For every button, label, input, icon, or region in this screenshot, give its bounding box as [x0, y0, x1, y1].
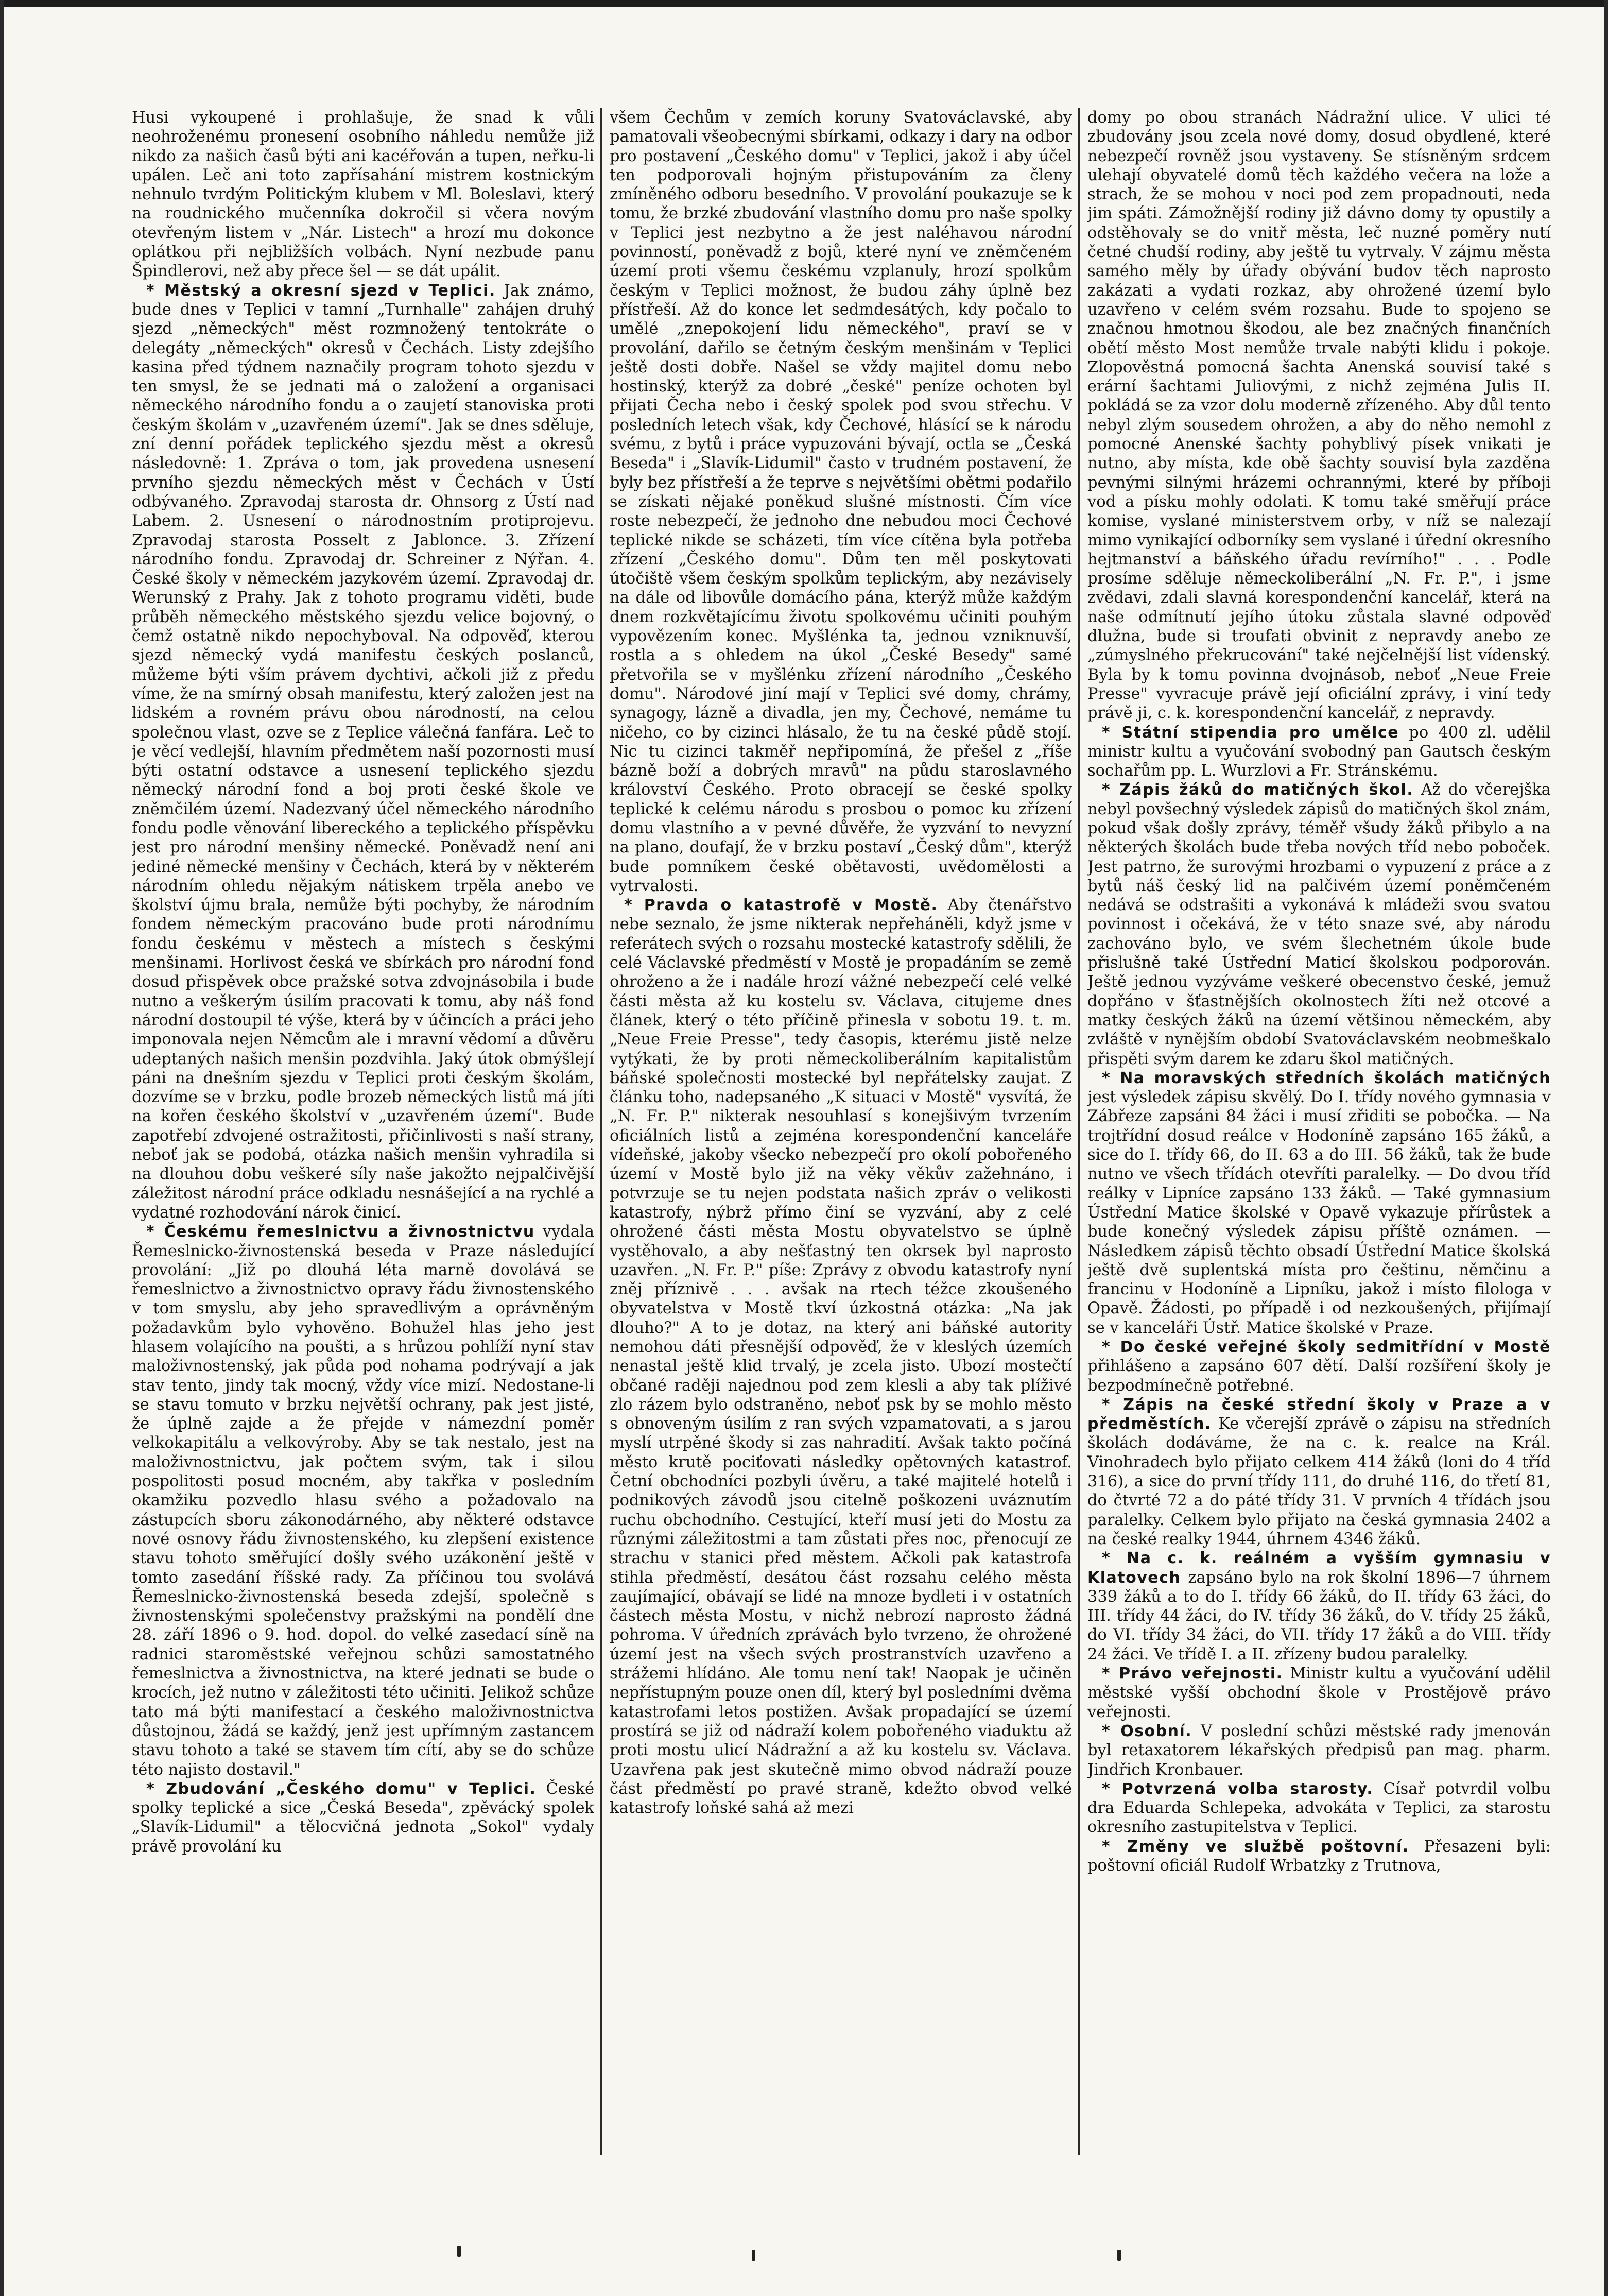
article-heading: * Městský a okresní sjezd v Teplici.	[146, 281, 496, 300]
article-heading: * Potvrzená volba starosty.	[1102, 1779, 1374, 1798]
article-paragraph	[1087, 1395, 1551, 1549]
scan-edge-left	[0, 0, 4, 2296]
article-heading: * Změny ve službě poštovní.	[1102, 1837, 1409, 1856]
article-paragraph	[1087, 1338, 1551, 1395]
text-column-1	[132, 108, 594, 2158]
article-paragraph	[1087, 1549, 1551, 1664]
article-text: Aby čtenářstvo nebe seznalo, že jsme nikterak nepřeháněli, když jsme v referátech svých o rozsahu mostecké katastrofy sdělili, že celé Václavské předměstí v Mostě je propadáním se země ohroženo a že i nadále hrozí vážné nebezpečí celé velké části města až ku kostelu sv. Václava, citujeme dnes článek, který o této příčině přinesla v sobotu 19. t. m. „Neue Freie Presse", tedy časopis, kterému jistě nelze vytýkati, že by proti německoliberálním kapitalistům báňské společnosti mostecké byl nepřátelsky zaujat. Z článku toho, nadepsaného „K situaci v Mostě" vysvítá, že „N. Fr. P." nikterak nesouhlasí s konejšivým tvrzením oficiálních listů a zejména korespondenční kanceláře vídeňské, jakoby všecko nebezpečí pro okolí pobořeného území v Mostě bylo již na věky věkův zažehnáno, i potvrzuje se tu nejen podstata našich zpráv o velikosti katastrofy, nýbrž přímo činí se vyzvání, aby z celé ohrožené části města Mostu obyvatelstvo se úplně vystěhovalo, a aby nešťastný ten okrsek byl naprosto uzavřen. „N. Fr. P." píše: Zprávy z obvodu katastrofy nyní zněj příznivě . . . avšak na rtech téžce zkoušeného obyvatelstva v Mostě tkví úzkostná otázka: „Na jak dlouho?" A to je dotaz, na který ani báňské autority nemohou dáti přesnější odpověď, že v kleslých územích nenastal ještě klid trvalý, je zcela jisto. Ubozí mostečtí občané raději najednou pod zem klesli a aby tak plíživé zlo rázem bylo odstraněno, neboť psk by se mohlo město s obnoveným úsilím z ran svých vzpamatovati, a s jarou myslí utrpěné škody si zas nahradití. Avšak takto počíná město krutě pociťovati následky opětovných katastrof. Četní obchodníci pozbyli úvěru, a také majitelé hotelů i podnikových závodů jsou citelně poškozeni uváznutím ruchu obchodního. Cestující, kteří musí jeti do Mostu za různými záležitostmi a tam zůstati přes noc, přenocují ze strachu v stanici před městem. Ačkoli pak katastrofa stihla předměstí, desátou část rozsahu celého města zaujímající, obávají se lidé na mnoze bydleti i v ostatních částech města Mostu, v nichž nebrozí naprosto žádná pohroma. V úředních zprávách bylo tvrzeno, že ohrožené území jest na všech svých prostranstvích uzavřeno a strážemi hlídáno. Ale tomu není tak! Naopak je učiněn nepřístupným pouze onen díl, který byl posledními dvěma katastrofami letos postižen. Avšak propadající se území prostírá se již od nádraží kolem pobořeného viaduktu až proti mostu ulicí Nádražní a až ku kostelu sv. Václava. Uzavřena pak jest skutečně mimo obvod nádraží pouze část předměstí po pravé straně, kdežto obvod velké katastrofy loňské sahá až mezi	[610, 896, 1072, 1818]
article-text: České spolky teplické a sice „Česká Beseda", zpěvácký spolek „Slavík-Lidumil" a tělocvičná jednota „Sokol" vydaly právě provolání ku	[132, 1779, 594, 1856]
article-text: V poslední schůzi městské rady jmenován byl retaxatorem lékařských předpisů pan mag. pharm. Jindřich Kronbauer.	[1087, 1722, 1551, 1779]
article-paragraph	[132, 281, 594, 1223]
column-divider-2	[1078, 108, 1080, 2155]
article-paragraph	[1087, 780, 1551, 1068]
article-heading: * Zbudování „Českého domu" v Teplici.	[146, 1779, 537, 1798]
article-heading: * Na c. k. reálném a vyšším gymnasiu v Klatovech	[1087, 1549, 1551, 1587]
scan-edge-top	[0, 0, 1608, 7]
article-heading: * Zápis žáků do matičných škol.	[1102, 781, 1414, 799]
article-text: Ke včerejší zprávě o zápisu na středních školách dodáváme, že na c. k. realce na Král. Vinohradech bylo přijato celkem 414 žáků (loni do 4 tříd 316), a sice do první třídy 111, do druhé 116, do třetí 81, do čtvrté 72 a do páté třídy 31. V prvních 4 třídách jsou paralelky. Celkem bylo přijato na česká gymnasia 2402 a na české realky 1944, úhrnem 4346 žáků.	[1087, 1415, 1551, 1548]
article-text: po 400 zl. udělil ministr kultu a vyučování svobodný pan Gautsch českým sochařům pp. L. Wurzlovi a Fr. Stránskému.	[1087, 723, 1551, 780]
print-mark	[457, 2246, 461, 2257]
article-text: přihlášeno a zapsáno 607 dětí. Další rozšíření školy je bezpodmínečně potřebné.	[1087, 1357, 1551, 1395]
article-paragraph	[132, 1779, 594, 1856]
article-paragraph	[1087, 1664, 1551, 1722]
print-mark	[1117, 2250, 1121, 2261]
article-text: všem Čechům v zemích koruny Svatováclavské, aby pamatovali všeobecnými sbírkami, odkazy i dary na odbor pro postavení „Českého domu" v Teplici, jakož i aby účel ten podporovali hojným přistupováním za členy zmíněného odboru besedního. V provolání poukazuje se k tomu, že brzké zbudování vlastního domu pro naše spolky v Teplici jest nezbytno a že jest naléhavou národní povinností, poněvadž z bojů, které nyní ve zněmčeném území proti všemu českému vzplanuly, hrozí spolkům českým v Teplici možnost, že budou záhy úplně bez přístřeší. Až do konce let sedmdesátých, kdy počalo to umělé „znepokojení lidu německého", praví se v provolání, dařilo se četným českým menšinám v Teplici ještě dosti dobře. Našel se vždy majitel domu nebo hostinský, kterýž za dobré „české" peníze ochoten byl přijati Čecha nebo i český spolek pod svou střechu. V posledních letech však, kdy Čechové, hlásící se k národu svému, z bytů i práce vypuzováni bývají, octla se „Česká Beseda" i „Slavík-Lidumil" často v trudném postavení, že byly bez přístřeší a že teprve s největšími obětmi podařilo se získati nějaké poněkud slušné místnosti. Čím více roste nebezpečí, že jednoho dne nebudou moci Čechové teplické nikde se scházeti, tím více cítěna byla potřeba zřízení „Českého domu". Dům ten měl poskytovati útočiště všem českým spolkům teplickým, aby nezávisely na dále od libovůle domácího pána, kterýž může každým dnem rozkvětajícímu životu spolkovému učiniti pouhým vypovězením konec. Myšlénka ta, jednou vzniknuvší, rostla a s ohledem na úkol „České Besedy" samé přetvořila se v myšlénku zřízení národního „Českého domu". Národové jiní mají v Teplici své domy, chrámy, synagogy, lázně a divadla, jen my, Čechové, nemáme tu ničeho, co by cizinci hlásalo, že tu na české půdě stojí. Nic tu cizinci takměř nepřipomíná, že přešel z „říše bázně boží a dobrých mravů" na půdu staroslavného království Českého. Proto obracejí se české spolky teplické k celému národu s prosbou o pomoc ku zřízení domu vlastního a v pevné důvěře, že vyzvání to nevyzní na plano, doufají, že v brzku postaví „Český dům", kterýž bude pomníkem české obětavosti, uvědomělosti a vytrvalosti.	[610, 109, 1072, 895]
article-paragraph	[1087, 1779, 1551, 1837]
article-text: vydala Řemeslnicko-živnostenská beseda v Praze následující provolání: „Již po dlouhá léta marně dovolává se řemeslnictvo a živnostnictvo opravy řádu živnostenského v tom smyslu, aby jeho spravedlivým a oprávněným požadavkům bylo vyhověno. Bohužel hlas jeho jest hlasem volajícího na poušti, a s hrůzou pohlíží nyní stav maloživnostenský, jak půda pod nohama podrývají a jak stav tento, jindy tak mocný, vždy více mizí. Nedostane-li se stavu tomuto v brzku největší ochrany, pak jest jisté, že úplně zajde a že přejde v námezdní poměr velkokapitálu a velkovýroby. Aby se tak nestalo, jest na maloživnostnictvu, jak počtem svým, tak i silou pospolitosti posud mocném, aby takřka v posledním okamžiku pozvedlo hlasu svého a požadovalo na zástupcích sboru zákonodárného, aby některé odstavce nové osnovy řádu živnostenského, ku zlepšení existence stavu tohoto směřující došly svého uzákonění ještě v tomto zasedání říšské rady. Za příčinou tou svolává Řemeslnicko-živnostenská beseda zdejší, společně s živnostenskými společenstvy pražskými na pondělí dne 28. září 1896 o 9. hod. dopol. do velké zasedací síně na radnici staroměstské veřejnou schůzi samostatného řemeslnictva a živnostnictva, na které jednati se bude o krocích, jež nutno v záležitosti této učiniti. Jelikož schůze tato má býti manifestací a českého maloživnostnictva důstojnou, žádá se každý, jenž jest upřímným zastancem stavu tohoto a také se stavem tím cítí, aby se do schůze této najisto dostavil."	[132, 1223, 594, 1779]
print-mark	[752, 2250, 755, 2261]
article-text: Ministr kultu a vyučování udělil městské vyšší obchodní škole v Prostějově právo veřejnosti.	[1087, 1665, 1551, 1721]
article-heading: * Státní stipendia pro umělce	[1102, 723, 1399, 742]
column-divider-1	[600, 108, 602, 2155]
article-heading: * Právo veřejnosti.	[1102, 1665, 1283, 1683]
continued-paragraph	[132, 108, 594, 281]
article-heading: * Na moravských středních školách matičných	[1102, 1069, 1551, 1087]
continued-paragraph	[610, 108, 1072, 896]
text-column-2	[610, 108, 1072, 2158]
article-paragraph	[132, 1222, 594, 1779]
article-text: Až do včerejška nebyl povšechný výsledek zápisů do matičných škol znám, pokud však došly zprávy, téměř všudy žáků přibylo a na některých školách bude třeba nových tříd nebo poboček. Jest patrno, že surovými hrozbami o vypuzení z práce a z bytů náš český lid na palčivém území poněmčeném nedává se odstrašiti a vykonává k mládeži svou svatou povinnost i očekává, že v této snaze své, aby národu zachováno bylo, ve svém šlechetném úkole bude přislušně také Ústřední Maticí školskou podporován. Ještě jednou vyzýváme veškeré obecenstvo české, jemuž dopřáno v šťastnějších okolnostech žíti než otcové a matky českých žáků na území většinou německém, aby zvláště v nynějším období Svatováclavském neobmeškalo přispěti svým darem ke zdaru škol matičných.	[1087, 781, 1551, 1068]
article-paragraph	[1087, 1837, 1551, 1876]
article-paragraph	[1087, 1069, 1551, 1338]
text-column-3	[1087, 108, 1551, 2158]
article-heading: * Zápis na české střední školy v Praze a v předměstích.	[1087, 1395, 1551, 1433]
article-heading: * Českému řemeslnictvu a živnostnictvu	[146, 1223, 535, 1241]
article-heading: * Osobní.	[1102, 1722, 1192, 1740]
article-heading: * Do české veřejné školy sedmitřídní v Mostě	[1102, 1338, 1551, 1356]
article-paragraph	[610, 896, 1072, 1818]
article-text: domy po obou stranách Nádražní ulice. V ulici té zbudovány jsou zcela nové domy, dosud obydlené, které nebezpečí rovněž jsou vystaveny. Se stísněným srdcem ulehají obyvatelé domů těch každého večera na lože a strach, že se mohou v noci pod zem propadnouti, neda jim spáti. Zámožnější rodiny již dávno domy ty opustily a odstěhovaly se do vnitř města, leč nuzné poměry nutí četné chudší rodiny, aby ještě tu vytrvaly. V zájmu města samého měly by úřady obývání budov těch naprosto zakázati a vydati rozkaz, aby ohrožené území bylo uzavřeno v celém svém rozsahu. Bude to spojeno se značnou hmotnou škodou, ale bez značných finančních obětí město Most nemůže trvale nabýti klidu i pokoje. Zlopověstná pomocná šachta Anenská souvisí také s erární šachtami Juliovými, z nichž zejména Julis II. pokládá se za vzor dolu moderně zřízeného. Aby důl tento nebyl zlým sousedem ohrožen, a aby do něho nemohl z pomocné Anenské šachty pohyblivý písek vnikati je nutno, aby místa, kde obě šachty souvisí byla zazděna pevnými silnými hrázemi ochrannými, které by příboji vod a písku mohly odolati. K tomu také směřují práce komise, vyslané ministerstvem orby, v níž se nalezají mimo vynikající odborníky sem vyslané i úřední okresního hejtmanství a báňského úřadu revírního!" . . . Podle prosíme sděluje německoliberální „N. Fr. P.", i jsme zvědavi, zdali slavná korespondenční kancelář, která na naše odmítnutí jejího útoku zůstala slavné odpověď dlužna, bude si troufati obvinit z nepravdy anebo ze „zúmyslného překrucování" také nejčelnější list vídenský. Byla by k tomu povinna dvojnásob, neboť „Neue Freie Presse" vyvracuje právě její oficiální zprávy, i viní tedy právě ji, c. k. korespondenční kancelář, z nepravdy.	[1087, 109, 1551, 723]
article-text: Císař potvrdil volbu dra Eduarda Schlepeka, advokáta v Teplici, za starostu okresního zastupitelstva v Teplici.	[1087, 1779, 1551, 1837]
article-text: zapsáno bylo na rok školní 1896—7 úhrnem 339 žáků a to do I. třídy 66 žáků, do II. třídy 63 žáci, do III. třídy 44 žáci, do IV. třídy 36 žáků, do V. třídy 25 žáků, do VI. třídy 34 žáci, do VII. třídy 17 žáků a do VIII. třídy 24 žáci. Ve třídě I. a II. zřízeny budou paralelky.	[1087, 1568, 1551, 1664]
article-text: Husi vykoupené i prohlašuje, že snad k vůli neohroženému pronesení osobního náhledu nemůže již nikdo za našich časů býti ani kacéřován a tupen, neřku-li upálen. Leč ani toto zapřísahání mistrem kostnickým nehnulo tvrdým Politickým klubem v Ml. Boleslavi, který na roudnického mučenníka dokročil si včera novým otevřeným listem v „Nár. Listech" a hrozí mu dokonce oplátkou při nejbližších volbách. Nyní nezbude panu Špindlerovi, než aby přece šel — se dát upálit.	[132, 109, 594, 281]
article-heading: * Pravda o katastrofě v Mostě.	[624, 896, 938, 915]
article-text: jest výsledek zápisu skvělý. Do I. třídy nového gymnasia v Zábřeze zapsáni 84 žáci i musí zřiditi se pobočka. — Na trojtřídní dosud reálce v Hodoníně zapsáno 165 žáků, a sice do I. třídy 66, do II. 63 a do III. 56 žáků, tak že bude nutno ve všech třídách otevříti paralelky. — Do dvou tříd reálky v Lipníce zapsáno 133 žáků. — Také gymnasium Ústřední Matice školské v Opavě vykazuje přírůstek a bude konečný výsledek zápisu příště oznámen. — Následkem zápisů těchto obsadí Ústřední Matice školská ještě dvě suplentská místa pro češtinu, němčinu a francinu v Hodoníně a Lipníku, jakož i místo filologa v Opavě. Žádosti, po případě i od nezkoušených, přijímají se v kanceláři Ústř. Matice školské v Praze.	[1087, 1088, 1551, 1337]
continued-paragraph	[1087, 108, 1551, 723]
scan-edge-right	[1604, 0, 1608, 2296]
article-text: Přesazeni byli: poštovní oficiál Rudolf Wrbatzky z Trutnova,	[1087, 1837, 1551, 1875]
article-text: Jak známo, bude dnes v Teplici v tamní „Turnhalle" zahájen druhý sjezd „německých" měst rozmnožený tentokráte o delegáty „německých" okresů v Čechách. Listy zdejšího kasina před týdnem naznačily program tohoto sjezdu v ten smysl, že se jednati má o založení a organisaci německého národního fondu a o zaujetí stanoviska proti českým školám v „uzavřeném území". Jak se dnes sděluje, zní denní pořádek teplického sjezdu měst a okresů následovně: 1. Zpráva o tom, jak provedena usnesení prvního sjezdu německých měst v Čechách v Ústí odbývaného. Zpravodaj starosta dr. Ohnsorg z Ústí nad Labem. 2. Usnesení o národnostním protiprojevu. Zpravodaj starosta Posselt z Jablonce. 3. Zřízení národního fondu. Zpravodaj dr. Schreiner z Nýřan. 4. České školy v německém jazykovém území. Zpravodaj dr. Werunský z Prahy. Jak z tohoto programu viděti, bude průběh německého městského sjezdu velice bojovný, o čemž ostatně nikdo nepochyboval. Na odpověď, kterou sjezd německý vydá manifestu českých poslanců, můžeme býti vším právem dychtivi, ačkoli již z předu víme, že na smírný obsah manifestu, který založen jest na lidském a rovném právu obou národností, na celou společnou vlast, ozve se z Teplice válečná fanfára. Leč to je věcí vedlejší, hlavním předmětem naší pozornosti musí býti ostatní odstavce a usnesení teplického sjezdu německý národní fond a boj proti české škole ve zněmčilém území. Nadezvaný účel německého národního fondu podle věnování libereckého a teplického příspěvku jest pro národní menšiny německé. Poněvadž není ani jediné německé menšiny v Čechách, která by v některém národním ohledu nějakým nátiskem trpěla anebo ve školství újmu brala, nemůže býti pochyby, že národním fondem německým pracováno bude proti národnímu fondu českému v městech a místech s českými menšinami. Horlivost česká ve sbírkách pro národní fond dosud přispěvek obce pražské sotva zdvojnásobila i bude nutno a veškerým úsilím pracovati k tomu, aby náš fond národní dostoupil té výše, která by v účincích a práci jeho imponovala nejen Němcům ale i mravní vědomí a důvěru udeptaných našich menšin pozdvihla. Jaký útok obmýšlejí páni na dnešním sjezdu v Teplici proti českým školám, dozvíme se v brzku, podle brozeb německých listů má jíti na kořen českého školství v „uzavřeném území". Bude zapotřebí zdvojené ostražitosti, přičinlivosti s naší strany, neboť jak se podobá, otázka našich menšin vyhradila si na dlouhou dobu veškeré síly naše jakožto nejpalčivější záležitost národní práce odkladu nesnášející a na rychlé a vydatné rozhodování nárok činicí.	[132, 281, 594, 1222]
article-paragraph	[1087, 1722, 1551, 1779]
article-paragraph	[1087, 723, 1551, 781]
